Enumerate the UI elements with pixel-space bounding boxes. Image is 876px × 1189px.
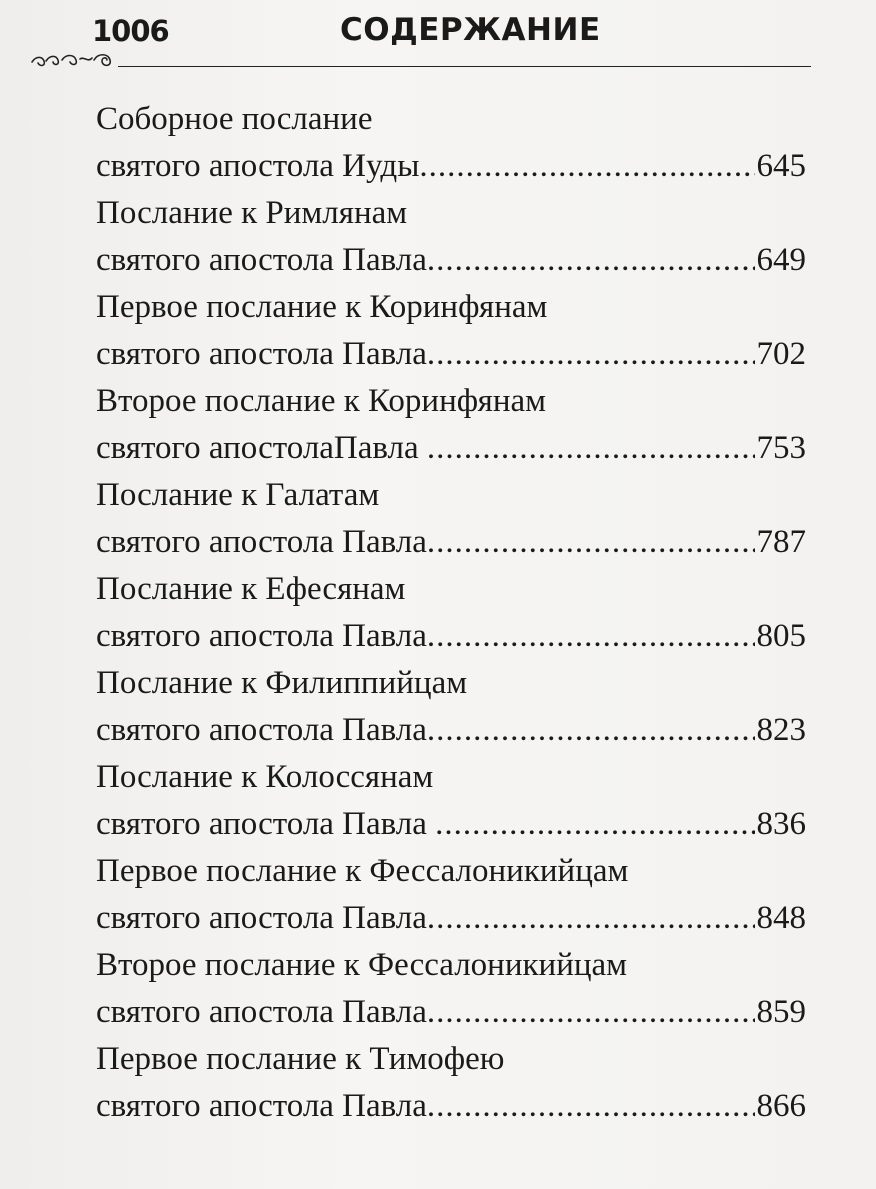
entry-subtitle: святого апостола Павла <box>96 1088 427 1124</box>
entry-subtitle: святого апостола Павла <box>96 712 427 748</box>
entry-subtitle: святого апостола Павла <box>96 806 436 842</box>
entry-title: Второе послание к Коринфянам <box>96 383 547 419</box>
entry-page-number: 753 <box>756 430 806 466</box>
entry-subtitle: святого апостола Павла <box>96 994 427 1030</box>
toc-entry <box>96 284 806 378</box>
entry-page-number: 649 <box>756 242 806 278</box>
dot-leader <box>427 331 755 378</box>
dot-leader <box>427 989 755 1036</box>
toc-entry <box>96 754 806 848</box>
entry-page-number: 787 <box>756 524 806 560</box>
header-rule <box>118 66 811 67</box>
toc-entry <box>96 660 806 754</box>
entry-page-number: 859 <box>756 994 806 1030</box>
entry-title: Первое послание к Тимофею <box>96 1041 505 1077</box>
entry-page-number: 702 <box>756 336 806 372</box>
toc-entry <box>96 848 806 942</box>
page-header <box>0 0 876 70</box>
entry-title: Послание к Филиппийцам <box>96 665 468 701</box>
toc-entry <box>96 96 806 190</box>
entry-page-number: 866 <box>756 1088 806 1124</box>
entry-subtitle: святого апостола Павла <box>96 336 427 372</box>
entry-line <box>96 237 806 284</box>
dot-leader <box>427 613 755 660</box>
toc-entry <box>96 1036 806 1130</box>
entry-subtitle: святого апостолаПавла <box>96 430 427 466</box>
entry-subtitle: святого апостола Павла <box>96 618 427 654</box>
entry-page-number: 836 <box>756 806 806 842</box>
entry-line <box>96 895 806 942</box>
decorative-flourish-icon <box>28 50 118 70</box>
entry-line <box>96 613 806 660</box>
dot-leader <box>427 425 755 472</box>
toc-entry <box>96 472 806 566</box>
entry-page-number: 848 <box>756 900 806 936</box>
entry-line <box>96 143 806 190</box>
entry-title: Послание к Галатам <box>96 477 380 513</box>
entry-title: Соборное послание <box>96 101 373 137</box>
entry-line <box>96 707 806 754</box>
entry-title: Первое послание к Фессалоникийцам <box>96 853 629 889</box>
dot-leader <box>427 519 755 566</box>
entry-title: Первое послание к Коринфянам <box>96 289 548 325</box>
entry-line <box>96 1083 806 1130</box>
entry-line <box>96 989 806 1036</box>
entry-subtitle: святого апостола Павла <box>96 524 427 560</box>
entry-title: Послание к Римлянам <box>96 195 408 231</box>
table-of-contents <box>96 96 806 1130</box>
entry-subtitle: святого апостола Иуды <box>96 148 420 184</box>
entry-page-number: 823 <box>756 712 806 748</box>
dot-leader <box>427 237 755 284</box>
entry-line <box>96 331 806 378</box>
toc-entry <box>96 190 806 284</box>
entry-page-number: 805 <box>756 618 806 654</box>
dot-leader <box>435 801 754 848</box>
entry-title: Послание к Колоссянам <box>96 759 434 795</box>
dot-leader <box>427 707 755 754</box>
entry-title: Второе послание к Фессалоникийцам <box>96 947 628 983</box>
entry-line <box>96 801 806 848</box>
entry-line <box>96 519 806 566</box>
dot-leader <box>419 143 754 190</box>
running-title: СОДЕРЖАНИЕ <box>340 12 601 48</box>
dot-leader <box>427 895 755 942</box>
entry-page-number: 645 <box>756 148 806 184</box>
entry-subtitle: святого апостола Павла <box>96 242 427 278</box>
toc-entry <box>96 942 806 1036</box>
toc-entry <box>96 566 806 660</box>
entry-line <box>96 425 806 472</box>
entry-subtitle: святого апостола Павла <box>96 900 427 936</box>
entry-title: Послание к Ефесянам <box>96 571 406 607</box>
dot-leader <box>427 1083 755 1130</box>
toc-entry <box>96 378 806 472</box>
page-number: 1006 <box>92 14 169 48</box>
